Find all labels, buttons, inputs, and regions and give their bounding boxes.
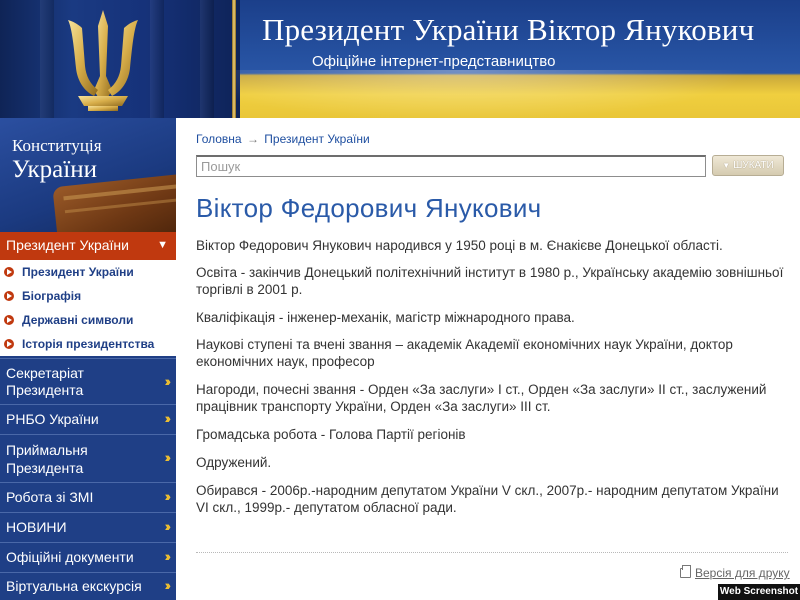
sidebar-item-label: Приймальня — [6, 442, 88, 458]
print-version-link[interactable] — [680, 566, 790, 580]
subnav-item-biography[interactable] — [0, 284, 176, 308]
arrow-bullet-icon — [4, 315, 14, 325]
main-content — [176, 118, 800, 600]
chevron-down-icon: ▼ — [157, 239, 168, 251]
subnav-item-state-symbols[interactable] — [0, 308, 176, 332]
subnav-item-presidency-history[interactable] — [0, 332, 176, 356]
constitution-banner[interactable] — [0, 118, 176, 232]
subnav-item-label: Президент України — [22, 265, 134, 279]
sidebar-item-label: Президента — [6, 382, 84, 398]
page-title: Віктор Федорович Янукович — [196, 193, 542, 223]
sidebar-item-media[interactable] — [0, 482, 176, 512]
triangle-down-icon: ▼ — [722, 161, 731, 170]
breadcrumb-home-link[interactable]: Головна — [196, 132, 242, 146]
double-chevron-right-icon: ›› — [164, 577, 168, 593]
breadcrumb-separator: → — [246, 132, 259, 146]
sidebar-item-label: Робота зі ЗМІ — [6, 489, 94, 505]
sidebar-item-label: Віртуальна екскурсія — [6, 578, 142, 594]
breadcrumb-current-link[interactable]: Президент України — [264, 132, 370, 146]
drape-fold — [200, 0, 214, 118]
search-button[interactable] — [712, 155, 784, 176]
sidebar — [0, 118, 176, 600]
sidebar-item-secretariat[interactable] — [0, 358, 176, 404]
bio-paragraph-education: Освіта - закінчив Донецький політехнічний інститут в 1980 р., Українську академію зовнішньої торгівлі в 2001 р. — [196, 265, 784, 297]
site-subtitle: Офіційне інтернет-представництво — [312, 53, 556, 70]
constitution-label-line1: Конституція — [12, 136, 102, 155]
site-title: Президент України Віктор Янукович — [262, 12, 755, 47]
sidebar-item-rnbo[interactable] — [0, 404, 176, 434]
arrow-bullet-icon — [4, 339, 14, 349]
double-chevron-right-icon: ›› — [164, 449, 168, 465]
sidebar-item-official-documents[interactable] — [0, 542, 176, 572]
bio-paragraph-elections: Обирався - 2006р.-народним депутатом України V скл., 2007р.- народним депутатом України VI скл., 1999р.- депутатом обласної ради. — [196, 483, 779, 515]
subnav-item-label: Державні символи — [22, 313, 134, 327]
printer-icon — [680, 568, 691, 578]
sidebar-section-label: Президент України — [6, 237, 129, 253]
search-input[interactable] — [196, 155, 706, 177]
double-chevron-right-icon: ›› — [164, 410, 168, 426]
sidebar-item-label: Секретаріат — [6, 365, 84, 381]
sidebar-subnav — [0, 260, 176, 356]
bio-paragraph-public-work: Громадська робота - Голова Партії регіонів — [196, 427, 466, 442]
bio-paragraph-marital: Одружений. — [196, 455, 272, 470]
double-chevron-right-icon: ›› — [164, 488, 168, 504]
sidebar-section-president[interactable] — [0, 232, 176, 260]
drape-fold — [150, 0, 164, 118]
watermark-badge: Web Screenshot — [718, 584, 800, 600]
arrow-bullet-icon — [4, 267, 14, 277]
sidebar-item-label: Офіційні документи — [6, 549, 134, 565]
flag-wave — [236, 70, 800, 118]
bio-paragraph-degrees: Наукові ступені та вчені звання – академік Академії економічних наук України, доктор економічних наук, професор — [196, 337, 733, 369]
constitution-label-line2: України — [12, 156, 97, 183]
sidebar-item-reception[interactable] — [0, 434, 176, 482]
search-button-label: ШУКАТИ — [733, 160, 774, 171]
sidebar-item-label: РНБО України — [6, 411, 99, 427]
breadcrumb — [196, 132, 370, 146]
content-divider — [196, 552, 788, 553]
arrow-bullet-icon — [4, 291, 14, 301]
bio-paragraph-qualification: Кваліфікація - інженер-механік, магістр міжнародного права. — [196, 310, 575, 325]
double-chevron-right-icon: ›› — [164, 518, 168, 534]
sidebar-item-label: Президента — [6, 460, 84, 476]
print-version-label: Версія для друку — [695, 566, 790, 580]
subnav-item-label: Історія президентства — [22, 337, 155, 351]
trident-emblem-icon — [62, 6, 144, 114]
double-chevron-right-icon: ›› — [164, 373, 168, 389]
subnav-item-label: Біографія — [22, 289, 82, 303]
header-banner — [0, 0, 800, 118]
double-chevron-right-icon: ›› — [164, 548, 168, 564]
bio-paragraph-awards: Нагороди, почесні звання - Орден «За заслуги» I ст., Орден «За заслуги» II ст., заслужений працівник транспорту України, Орден «За заслуги» III ст. — [196, 382, 767, 414]
sidebar-item-virtual-tour[interactable] — [0, 572, 176, 600]
subnav-item-president[interactable] — [0, 260, 176, 284]
bio-paragraph-birth: Віктор Федорович Янукович народився у 1950 році в м. Єнакієве Донецької області. — [196, 238, 723, 253]
drape-fold — [40, 0, 54, 118]
sidebar-item-news[interactable] — [0, 512, 176, 542]
sidebar-item-label: НОВИНИ — [6, 519, 67, 535]
